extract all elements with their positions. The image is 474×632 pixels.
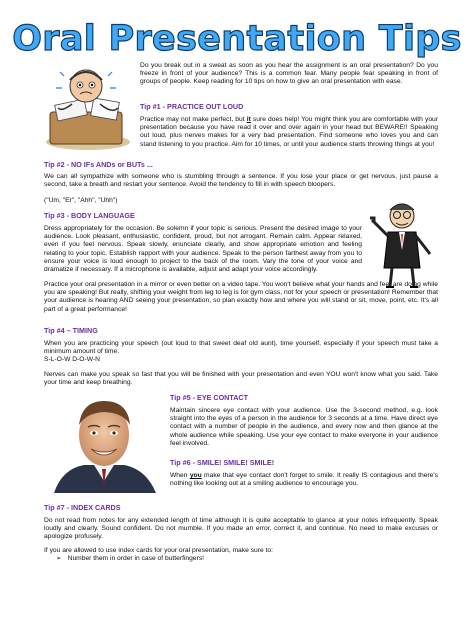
tip2-paragraph: We can all sympathize with someone who is stumbling through a sentence. If you lose your place or get nervous, just pause a second, take a breath and restart your sentence. Avoid the tendency to fill in with speech bloopers. bbox=[44, 173, 438, 189]
tip1-heading: Tip #1 - PRACTICE OUT LOUD bbox=[140, 102, 244, 111]
tip4-slow-down: S-L-O-W D-O-W-N bbox=[44, 356, 100, 363]
tip7-bullet-item bbox=[56, 555, 436, 563]
arrow-bullet-icon: ➢ bbox=[56, 555, 62, 562]
tip3-heading: Tip #3 - BODY LANGUAGE bbox=[44, 211, 135, 220]
tip5-heading: Tip #5 - EYE CONTACT bbox=[170, 393, 249, 402]
tip6-text-b: make that eye contact don't forget to smile. It really IS contagious and there's nothing like looking out at a smiling audience to encourage you. bbox=[170, 472, 439, 488]
tip2-heading: Tip #2 - NO IFs ANDs or BUTs ... bbox=[44, 160, 153, 169]
nervous-speaker-illustration bbox=[42, 62, 134, 152]
tip6-paragraph bbox=[170, 472, 438, 488]
tip7-heading: Tip #7 - INDEX CARDS bbox=[44, 503, 121, 512]
tip3-paragraph-1: Dress appropriately for the occasion. Be solemn if your topic is serious. Present the desired image to your audience. Look pleasant, enthusiastic, confident, proud, but not arrogant. Remain calm. Appear relaxed, even if you feel nervous. Speak slowly, enunciate clearly, and show appropriate emotion and feeling relating to your topic. Establish rapport with your audience. Speak to the person farthest away from you to ensure your voice is loud enough to project to the back of the room. Vary the tone of your voice and dramatize if necessary. If a microphone is available, adjust and adapt your voice accordingly. bbox=[44, 225, 362, 274]
tip4-paragraph-2: Nerves can make you speak so fast that you will be finished with your presentation and even YOU won't know what you said. Take your time and keep breathing. bbox=[44, 371, 438, 387]
tip4-paragraph-1: When you are practicing your speech (out loud to that sweet deaf old aunt), time yourself, especially if your speech must take a minimum amount of time. bbox=[44, 340, 438, 356]
tip7-paragraph-2: If you are allowed to use index cards for your oral presentation, make sure to: bbox=[44, 547, 273, 554]
tip2-bloopers: ("Um, "Er", "Ahh", "Uhh") bbox=[44, 197, 118, 204]
tip3-paragraph-2: Practice your oral presentation in a mirror or even better on a video tape. You won't believe what your hands and feet are doing while you are speaking! But really, shifting your weight from leg to leg is for gym class, not for your speech or presentation! Remember that your audience is hearing AND seeing your presentation, so plan exactly how and where you will stand or sit, move, point, etc. It's all part of a great performance! bbox=[44, 281, 438, 313]
tip4-heading: Tip #4 – TIMING bbox=[44, 326, 98, 335]
tip1-paragraph bbox=[140, 116, 438, 149]
tip6-heading: Tip #6 - SMILE! SMILE! SMILE! bbox=[170, 458, 275, 467]
tip7-paragraph-1: Do not read from notes for any extended length of time although it is quite acceptable to glance at your notes infrequently. Speak loudly and clearly. Sound confident. Do not mumble. If you made an error, correct it, and continue. No need to make excuses or apologize profusely. bbox=[44, 517, 438, 541]
tip1-text-b: sure does help! You might think you are comfortable with your presentation because you have read it over and over again in your head but BEWARE!! Speaking out loud, plus nerves makes for a very bad presentation. Find someone who loves you and can stand listening to you practice. Aim for 10 times, or until your audience starts throwing things at you! bbox=[140, 116, 438, 148]
tip6-text-a: When bbox=[170, 472, 190, 479]
tip6-text-you: you bbox=[189, 472, 202, 479]
smiling-man-photo bbox=[44, 395, 164, 493]
intro-paragraph: Do you break out in a sweat as soon as you hear the assignment is an oral presentation? Do you freeze in front of your audience? This is a common fear. Many people fear speaking in front of groups of people. Keep reading for 10 tips on how to give an oral presentation with ease. bbox=[140, 62, 438, 86]
page-title: Oral Presentation Tips bbox=[12, 19, 462, 59]
tip1-text-a: Practice may not make perfect, but bbox=[140, 116, 247, 123]
tip5-paragraph: Maintain sincere eye contact with your audience. Use the 3-second method, e.g. look straight into the eyes of a person in the audience for 3 seconds at a time. Have direct eye contact with a number of people in the audience, and every now and then glance at the whole audience while speaking. Use your eye contact to make everyone in your audience feel involved. bbox=[170, 407, 438, 447]
presenter-cartoon-illustration bbox=[366, 198, 442, 290]
tip1-text-it: it bbox=[246, 116, 251, 123]
tip7-bullet-text: Number them in order in case of butterfingers! bbox=[67, 555, 205, 562]
